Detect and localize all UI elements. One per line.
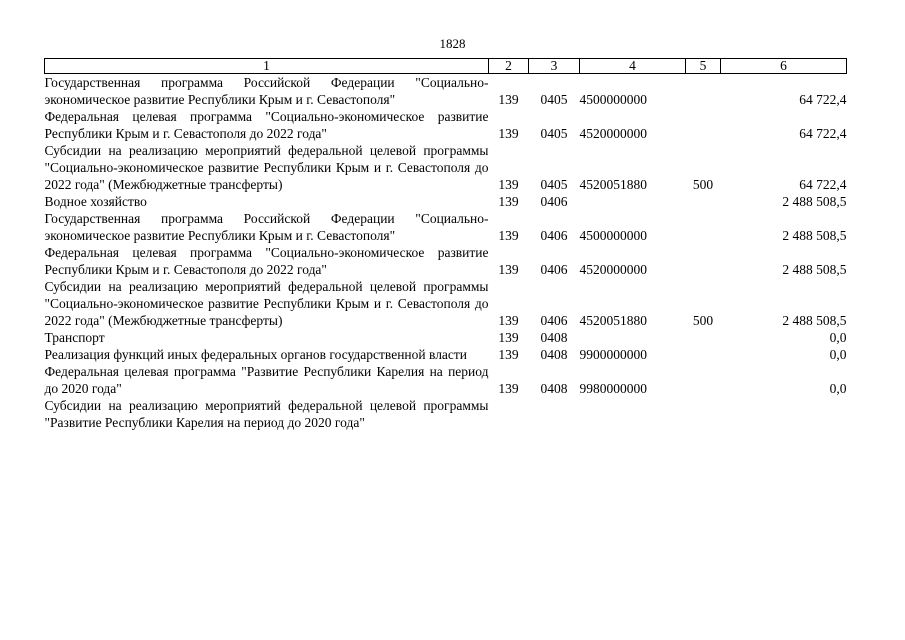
row-amount: 0,0 — [829, 381, 847, 396]
row-target-article: 4520051880 — [579, 313, 647, 328]
row-target-article — [580, 397, 686, 431]
row-target-article: 4520051880 — [579, 177, 647, 192]
table-row — [45, 329, 847, 346]
row-amount: 64 722,4 — [799, 126, 847, 141]
row-target-article: 4520000000 — [579, 126, 647, 141]
row-description: Федеральная целевая программа "Социально-экономическое развитие Республики Крым и г. Севастополя до 2022 года" — [44, 109, 489, 141]
row-amount: 64 722,4 — [799, 177, 847, 192]
row-section-code: 0406 — [540, 313, 568, 328]
row-description: Федеральная целевая программа "Социально-экономическое развитие Республики Крым и г. Севастополя до 2022 года" — [44, 245, 489, 277]
row-section-code: 0406 — [540, 262, 568, 277]
row-ministry-code: 139 — [498, 177, 519, 192]
row-description: Реализация функций иных федеральных органов государственной власти — [44, 347, 468, 362]
row-expense-type — [686, 244, 721, 278]
row-ministry-code: 139 — [498, 126, 519, 141]
table-row — [45, 108, 847, 142]
row-target-article: 4500000000 — [579, 92, 647, 107]
row-expense-type — [686, 108, 721, 142]
row-description: Субсидии на реализацию мероприятий федеральной целевой программы "Социально-экономическое развитие Республики Крым и г. Севастополя до 2022 года" (Межбюджетные трансферты) — [44, 143, 489, 192]
row-ministry-code: 139 — [498, 92, 519, 107]
row-section-code: 0406 — [540, 194, 568, 209]
row-section-code: 0408 — [540, 347, 568, 362]
row-expense-type — [686, 363, 721, 397]
row-amount: 64 722,4 — [799, 92, 847, 107]
row-section-code: 0408 — [540, 381, 568, 396]
budget-table — [44, 58, 847, 431]
table-row — [45, 193, 847, 210]
col-header-3: 3 — [529, 59, 580, 74]
row-description: Государственная программа Российской Федерации "Социально-экономическое развитие Республики Крым и г. Севастополя" — [44, 211, 489, 243]
row-description: Субсидии на реализацию мероприятий федеральной целевой программы "Социально-экономическое развитие Республики Крым и г. Севастополя до 2022 года" (Межбюджетные трансферты) — [44, 279, 489, 328]
header-row — [45, 59, 847, 74]
row-section-code: 0405 — [540, 92, 568, 107]
row-description: Государственная программа Российской Федерации "Социально-экономическое развитие Республики Крым и г. Севастополя" — [44, 75, 489, 107]
row-amount — [721, 397, 847, 431]
row-ministry-code: 139 — [498, 194, 519, 209]
row-expense-type: 500 — [692, 313, 714, 328]
row-target-article: 9980000000 — [579, 381, 647, 396]
row-expense-type — [686, 329, 721, 346]
page-number: 1828 — [439, 36, 466, 51]
row-expense-type — [686, 74, 721, 109]
row-ministry-code: 139 — [498, 262, 519, 277]
row-target-article: 4520000000 — [579, 262, 647, 277]
col-header-6: 6 — [721, 59, 847, 74]
table-row — [45, 244, 847, 278]
row-ministry-code — [489, 397, 529, 431]
row-expense-type: 500 — [692, 177, 714, 192]
col-header-5: 5 — [686, 59, 721, 74]
table-row — [45, 363, 847, 397]
table-row — [45, 397, 847, 431]
row-section-code: 0405 — [540, 177, 568, 192]
row-ministry-code: 139 — [498, 347, 519, 362]
row-section-code: 0405 — [540, 126, 568, 141]
row-ministry-code: 139 — [498, 313, 519, 328]
row-target-article — [580, 193, 686, 210]
row-expense-type — [686, 397, 721, 431]
row-amount: 0,0 — [829, 347, 847, 362]
row-description: Субсидии на реализацию мероприятий федеральной целевой программы "Развитие Республики Карелия на период до 2020 года" — [44, 398, 489, 430]
row-section-code — [529, 397, 580, 431]
row-section-code: 0406 — [540, 228, 568, 243]
row-target-article: 4500000000 — [579, 228, 647, 243]
row-description: Водное хозяйство — [44, 194, 147, 209]
col-header-2: 2 — [489, 59, 529, 74]
table-row — [45, 74, 847, 109]
table-row — [45, 278, 847, 329]
table-row — [45, 142, 847, 193]
table-row — [45, 210, 847, 244]
row-ministry-code: 139 — [498, 228, 519, 243]
col-header-1: 1 — [45, 59, 489, 74]
col-header-4: 4 — [580, 59, 686, 74]
row-section-code: 0408 — [540, 330, 568, 345]
row-ministry-code: 139 — [498, 381, 519, 396]
row-expense-type — [686, 210, 721, 244]
row-amount: 2 488 508,5 — [782, 228, 847, 243]
row-description: Транспорт — [44, 330, 105, 345]
row-description: Федеральная целевая программа "Развитие Республики Карелия на период до 2020 года" — [44, 364, 489, 396]
row-target-article: 9900000000 — [579, 347, 647, 362]
row-amount: 2 488 508,5 — [782, 194, 847, 209]
row-ministry-code: 139 — [498, 330, 519, 345]
row-target-article — [580, 329, 686, 346]
row-expense-type — [686, 193, 721, 210]
row-amount: 0,0 — [829, 330, 847, 345]
table-row — [45, 346, 847, 363]
row-expense-type — [686, 346, 721, 363]
row-amount: 2 488 508,5 — [782, 313, 847, 328]
row-amount: 2 488 508,5 — [782, 262, 847, 277]
